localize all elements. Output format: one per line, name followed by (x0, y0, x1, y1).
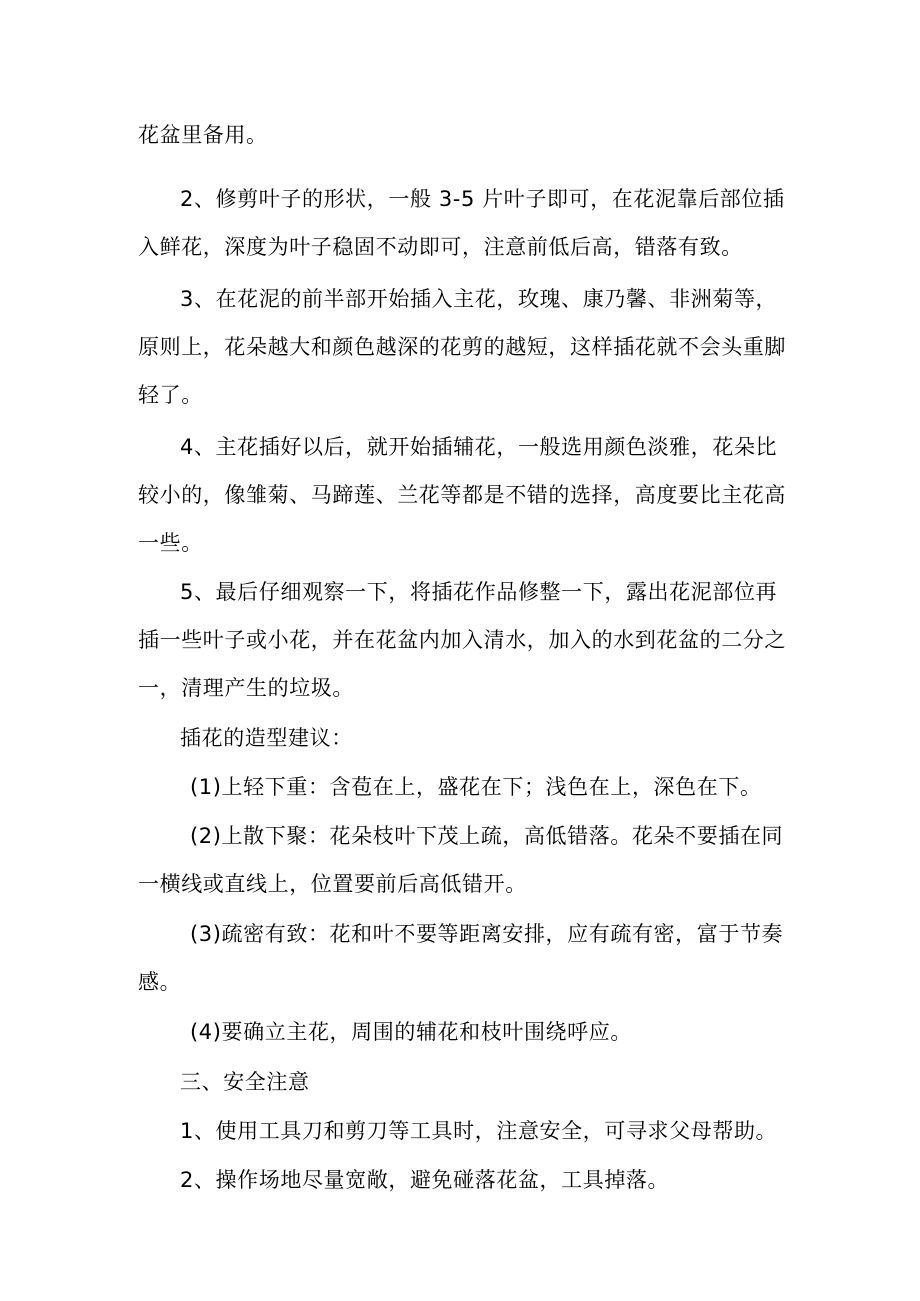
paragraph-line: 感。 (138, 970, 182, 994)
paragraph-line: 3、在花泥的前半部开始插入主花，玫瑰、康乃馨、非洲菊等， (180, 287, 778, 311)
paragraph-line: 入鲜花，深度为叶子稳固不动即可，注意前低后高，错落有致。 (138, 235, 743, 259)
list-item: (2)上散下聚：花朵枝叶下茂上疏，高低错落。花朵不要插在同 (190, 824, 784, 848)
list-item: 2、操作场地尽量宽敞，避免碰落花盆，工具掉落。 (180, 1168, 670, 1192)
paragraph-line: 轻了。 (138, 383, 203, 407)
paragraph-line: 花盆里备用。 (138, 123, 268, 147)
section-heading: 三、安全注意 (180, 1070, 310, 1094)
paragraph-line: 原则上，花朵越大和颜色越深的花剪的越短，这样插花就不会头重脚 (138, 335, 786, 359)
paragraph-line: 一些。 (138, 531, 203, 555)
paragraph-line: 较小的，像雏菊、马蹄莲、兰花等都是不错的选择，高度要比主花高 (138, 483, 786, 507)
section-subheading: 插花的造型建议： (180, 726, 353, 750)
list-item: (1)上轻下重：含苞在上，盛花在下；浅色在上，深色在下。 (190, 775, 762, 799)
paragraph-line: 插一些叶子或小花，并在花盆内加入清水，加入的水到花盆的二分之 (138, 628, 786, 652)
list-item: 1、使用工具刀和剪刀等工具时，注意安全，可寻求父母帮助。 (180, 1119, 778, 1143)
paragraph-line: 2、修剪叶子的形状，一般 3-5 片叶子即可，在花泥靠后部位插 (180, 187, 785, 211)
paragraph-line: 一横线或直线上，位置要前后高低错开。 (138, 872, 527, 896)
paragraph-line: 一，清理产生的垃圾。 (138, 676, 354, 700)
paragraph-line: 5、最后仔细观察一下，将插花作品修整一下，露出花泥部位再 (180, 580, 778, 604)
list-item: (3)疏密有致：花和叶不要等距离安排，应有疏有密，富于节奏 (190, 922, 784, 946)
paragraph-line: 4、主花插好以后，就开始插辅花，一般选用颜色淡雅，花朵比 (180, 435, 778, 459)
list-item: (4)要确立主花，周围的辅花和枝叶围绕呼应。 (190, 1020, 632, 1044)
